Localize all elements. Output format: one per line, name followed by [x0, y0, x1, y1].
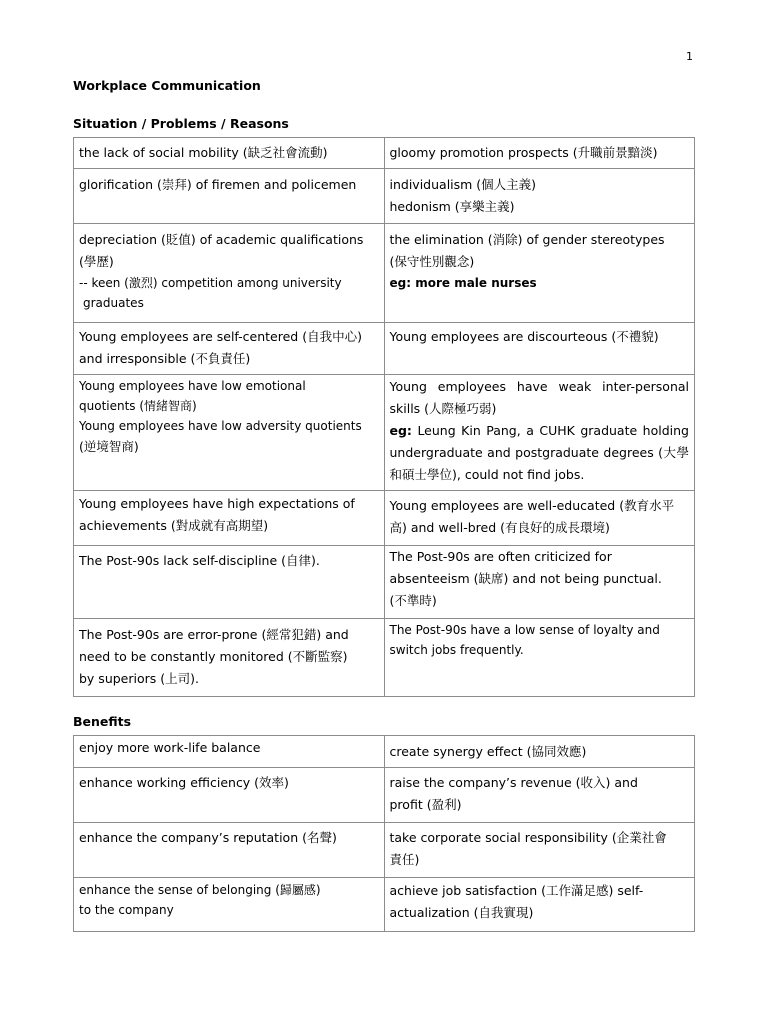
cell-text: 責任)	[389, 852, 420, 867]
table-cell-right	[384, 823, 695, 878]
cell-text: The Post-90s have a low sense of loyalty and	[389, 623, 660, 637]
table-cell-left	[74, 375, 385, 491]
cell-text	[390, 420, 690, 486]
table-row	[74, 823, 695, 878]
cell-text: absenteeism (缺席) and not being punctual.	[389, 571, 662, 586]
table-row	[74, 375, 695, 491]
table-cell-right	[384, 323, 695, 375]
table-cell-left	[74, 619, 385, 697]
cell-text: Young employees have low emotional	[79, 379, 306, 393]
table-cell-left	[74, 491, 385, 546]
cell-text: Young employees are well-educated (教育水平	[389, 498, 675, 513]
cell-text: the elimination (消除) of gender stereotypes	[389, 232, 665, 247]
cell-text: profit (盈利)	[389, 797, 462, 812]
cell-text: (不準時)	[389, 593, 437, 608]
table-cell-right	[384, 768, 695, 823]
table-row	[74, 736, 695, 768]
table-cell-right	[384, 491, 695, 546]
table-row	[74, 878, 695, 932]
table-cell-right	[384, 375, 695, 491]
cell-text: enhance working efficiency (效率)	[79, 775, 289, 790]
example-note: eg: more male nurses	[389, 276, 537, 290]
document-title: Workplace Communication	[73, 78, 261, 93]
table-row	[74, 619, 695, 697]
table-cell-left	[74, 878, 385, 932]
cell-text: Young employees have weak inter-personal skills (人際極巧弱)	[389, 379, 689, 416]
table-row	[74, 491, 695, 546]
table-cell-left	[74, 736, 385, 768]
cell-text: (保守性別觀念)	[389, 254, 475, 269]
benefits-table	[73, 735, 695, 932]
cell-text: The Post-90s are error-prone (經常犯錯) and	[79, 627, 349, 642]
table-cell-right	[384, 224, 695, 323]
cell-text: enjoy more work-life balance	[79, 740, 261, 755]
table-cell-left	[74, 768, 385, 823]
cell-text: need to be constantly monitored (不斷監察)	[79, 649, 348, 664]
table-row	[74, 169, 695, 224]
cell-text: actualization (自我實現)	[389, 905, 534, 920]
table-cell-right	[384, 138, 695, 169]
cell-text: by superiors (上司).	[79, 671, 199, 686]
table-cell-left	[74, 169, 385, 224]
cell-text: The Post-90s are often criticized for	[389, 549, 612, 564]
cell-text: take corporate social responsibility (企業社會	[389, 830, 667, 845]
table-row	[74, 138, 695, 169]
cell-text: achieve job satisfaction (工作滿足感) self-	[389, 883, 644, 898]
example-label: eg:	[389, 423, 412, 438]
cell-text: Young employees are self-centered (自我中心)	[79, 329, 362, 344]
table-cell-left	[74, 823, 385, 878]
table-cell-left	[74, 323, 385, 375]
cell-text: Leung Kin Pang, a CUHK graduate holding undergraduate and postgraduate degrees (大學和碩士學位), could not find jobs.	[389, 423, 689, 482]
cell-text: to the company	[79, 903, 174, 917]
cell-text: individualism (個人主義)	[389, 177, 537, 192]
table-cell-left	[74, 224, 385, 323]
cell-text: quotients (情緒智商)	[79, 399, 197, 413]
table-cell-right	[384, 169, 695, 224]
table-cell-right	[384, 619, 695, 697]
situation-heading: Situation / Problems / Reasons	[73, 116, 289, 131]
benefits-heading: Benefits	[73, 714, 132, 729]
cell-text: enhance the company’s reputation (名聲)	[79, 830, 337, 845]
table-row	[74, 323, 695, 375]
cell-text: (學歷)	[79, 254, 114, 269]
cell-text: glorification (崇拜) of firemen and policemen	[79, 177, 357, 192]
cell-text: graduates	[83, 296, 144, 310]
cell-text: -- keen (激烈) competition among university	[79, 276, 342, 290]
situation-table	[73, 137, 695, 697]
table-row	[74, 768, 695, 823]
cell-text: gloomy promotion prospects (升職前景黯淡)	[389, 145, 658, 160]
table-cell-right	[384, 878, 695, 932]
table-cell-right	[384, 546, 695, 619]
cell-text: Young employees are discourteous (不禮貌)	[389, 329, 659, 344]
cell-text: (逆境智商)	[79, 439, 139, 454]
table-cell-right	[384, 736, 695, 768]
table-cell-left	[74, 138, 385, 169]
table-row	[74, 546, 695, 619]
page-number: 1	[686, 50, 693, 63]
cell-text: create synergy effect (協同效應)	[389, 744, 587, 759]
cell-text: 高) and well-bred (有良好的成長環境)	[389, 520, 610, 535]
cell-text: Young employees have high expectations of	[79, 496, 355, 511]
cell-text: depreciation (貶值) of academic qualifications	[79, 232, 364, 247]
cell-text: enhance the sense of belonging (歸屬感)	[79, 883, 321, 897]
cell-text: switch jobs frequently.	[389, 643, 524, 657]
cell-text: The Post-90s lack self-discipline (自律).	[79, 553, 320, 568]
cell-text: and irresponsible (不負責任)	[79, 351, 251, 366]
table-cell-left	[74, 546, 385, 619]
cell-text: hedonism (享樂主義)	[389, 199, 515, 214]
cell-text: raise the company’s revenue (收入) and	[389, 775, 638, 790]
cell-text: Young employees have low adversity quotients	[79, 419, 362, 433]
table-row	[74, 224, 695, 323]
cell-text: the lack of social mobility (缺乏社會流動)	[79, 145, 328, 160]
cell-text: achievements (對成就有高期望)	[79, 518, 269, 533]
